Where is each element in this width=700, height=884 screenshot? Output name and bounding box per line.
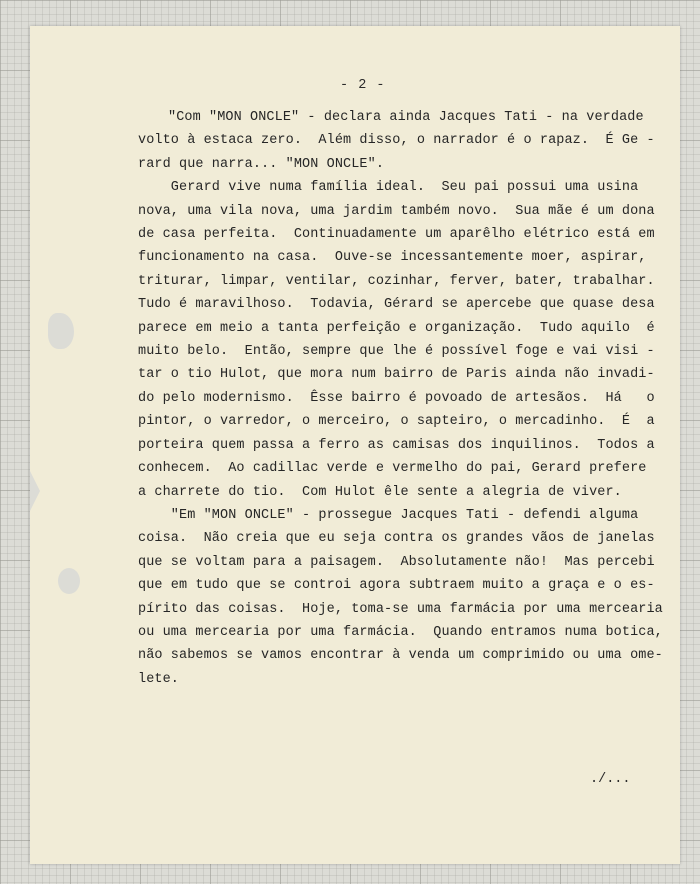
text-line: a charrete do tio. Com Hulot êle sente a alegria de viver. xyxy=(138,484,622,500)
paper-tear xyxy=(30,471,40,511)
continuation-mark: ./... xyxy=(590,772,631,787)
body-text xyxy=(138,106,666,691)
text-line: que em tudo que se controi agora subtraem muito a graça e o es- xyxy=(138,578,655,594)
text-line: "Em "MON ONCLE" - prossegue Jacques Tati - defendi alguma xyxy=(138,507,639,523)
text-line: funcionamento na casa. Ouve-se incessantemente moer, aspirar, xyxy=(138,250,647,266)
text-line: conhecem. Ao cadillac verde e vermelho do pai, Gerard prefere xyxy=(138,461,647,477)
text-line: lete. xyxy=(138,671,180,687)
text-line: de casa perfeita. Continuadamente um aparêlho elétrico está em xyxy=(138,227,655,243)
text-line: Tudo é maravilhoso. Todavia, Gérard se apercebe que quase desa xyxy=(138,297,655,313)
text-line: ou uma mercearia por uma farmácia. Quando entramos numa botica, xyxy=(138,624,663,640)
text-line: triturar, limpar, ventilar, cozinhar, ferver, bater, trabalhar. xyxy=(138,273,655,289)
text-line: nova, uma vila nova, uma jardim também novo. Sua mãe é um dona xyxy=(138,203,655,219)
page-number: - 2 - xyxy=(340,78,386,93)
text-line: rard que narra... "MON ONCLE". xyxy=(138,156,385,172)
text-line: porteira quem passa a ferro as camisas dos inquilinos. Todos a xyxy=(138,437,655,453)
text-line: tar o tio Hulot, que mora num bairro de Paris ainda não invadi- xyxy=(138,367,655,383)
document-page xyxy=(30,26,680,864)
text-line: pírito das coisas. Hoje, toma-se uma farmácia por uma mercearia xyxy=(138,601,663,617)
text-line: parece em meio a tanta perfeição e organização. Tudo aquilo é xyxy=(138,320,655,336)
text-line: muito belo. Então, sempre que lhe é possível foge e vai visi - xyxy=(138,344,655,360)
text-line: do pelo modernismo. Êsse bairro é povoado de artesãos. Há o xyxy=(138,390,655,406)
text-line: pintor, o varredor, o merceiro, o sapteiro, o mercadinho. É a xyxy=(138,414,655,430)
text-line: não sabemos se vamos encontrar à venda um comprimido ou uma ome- xyxy=(138,648,663,664)
text-line: coisa. Não creia que eu seja contra os grandes vãos de janelas xyxy=(138,531,655,547)
punch-hole xyxy=(48,313,74,349)
punch-hole xyxy=(58,568,80,594)
text-line: que se voltam para a paisagem. Absolutamente não! Mas percebi xyxy=(138,554,655,570)
text-line: volto à estaca zero. Além disso, o narrador é o rapaz. É Ge - xyxy=(138,133,655,149)
text-line: Gerard vive numa família ideal. Seu pai possui uma usina xyxy=(138,180,639,196)
text-line: "Com "MON ONCLE" - declara ainda Jacques Tati - na verdade xyxy=(168,110,644,125)
